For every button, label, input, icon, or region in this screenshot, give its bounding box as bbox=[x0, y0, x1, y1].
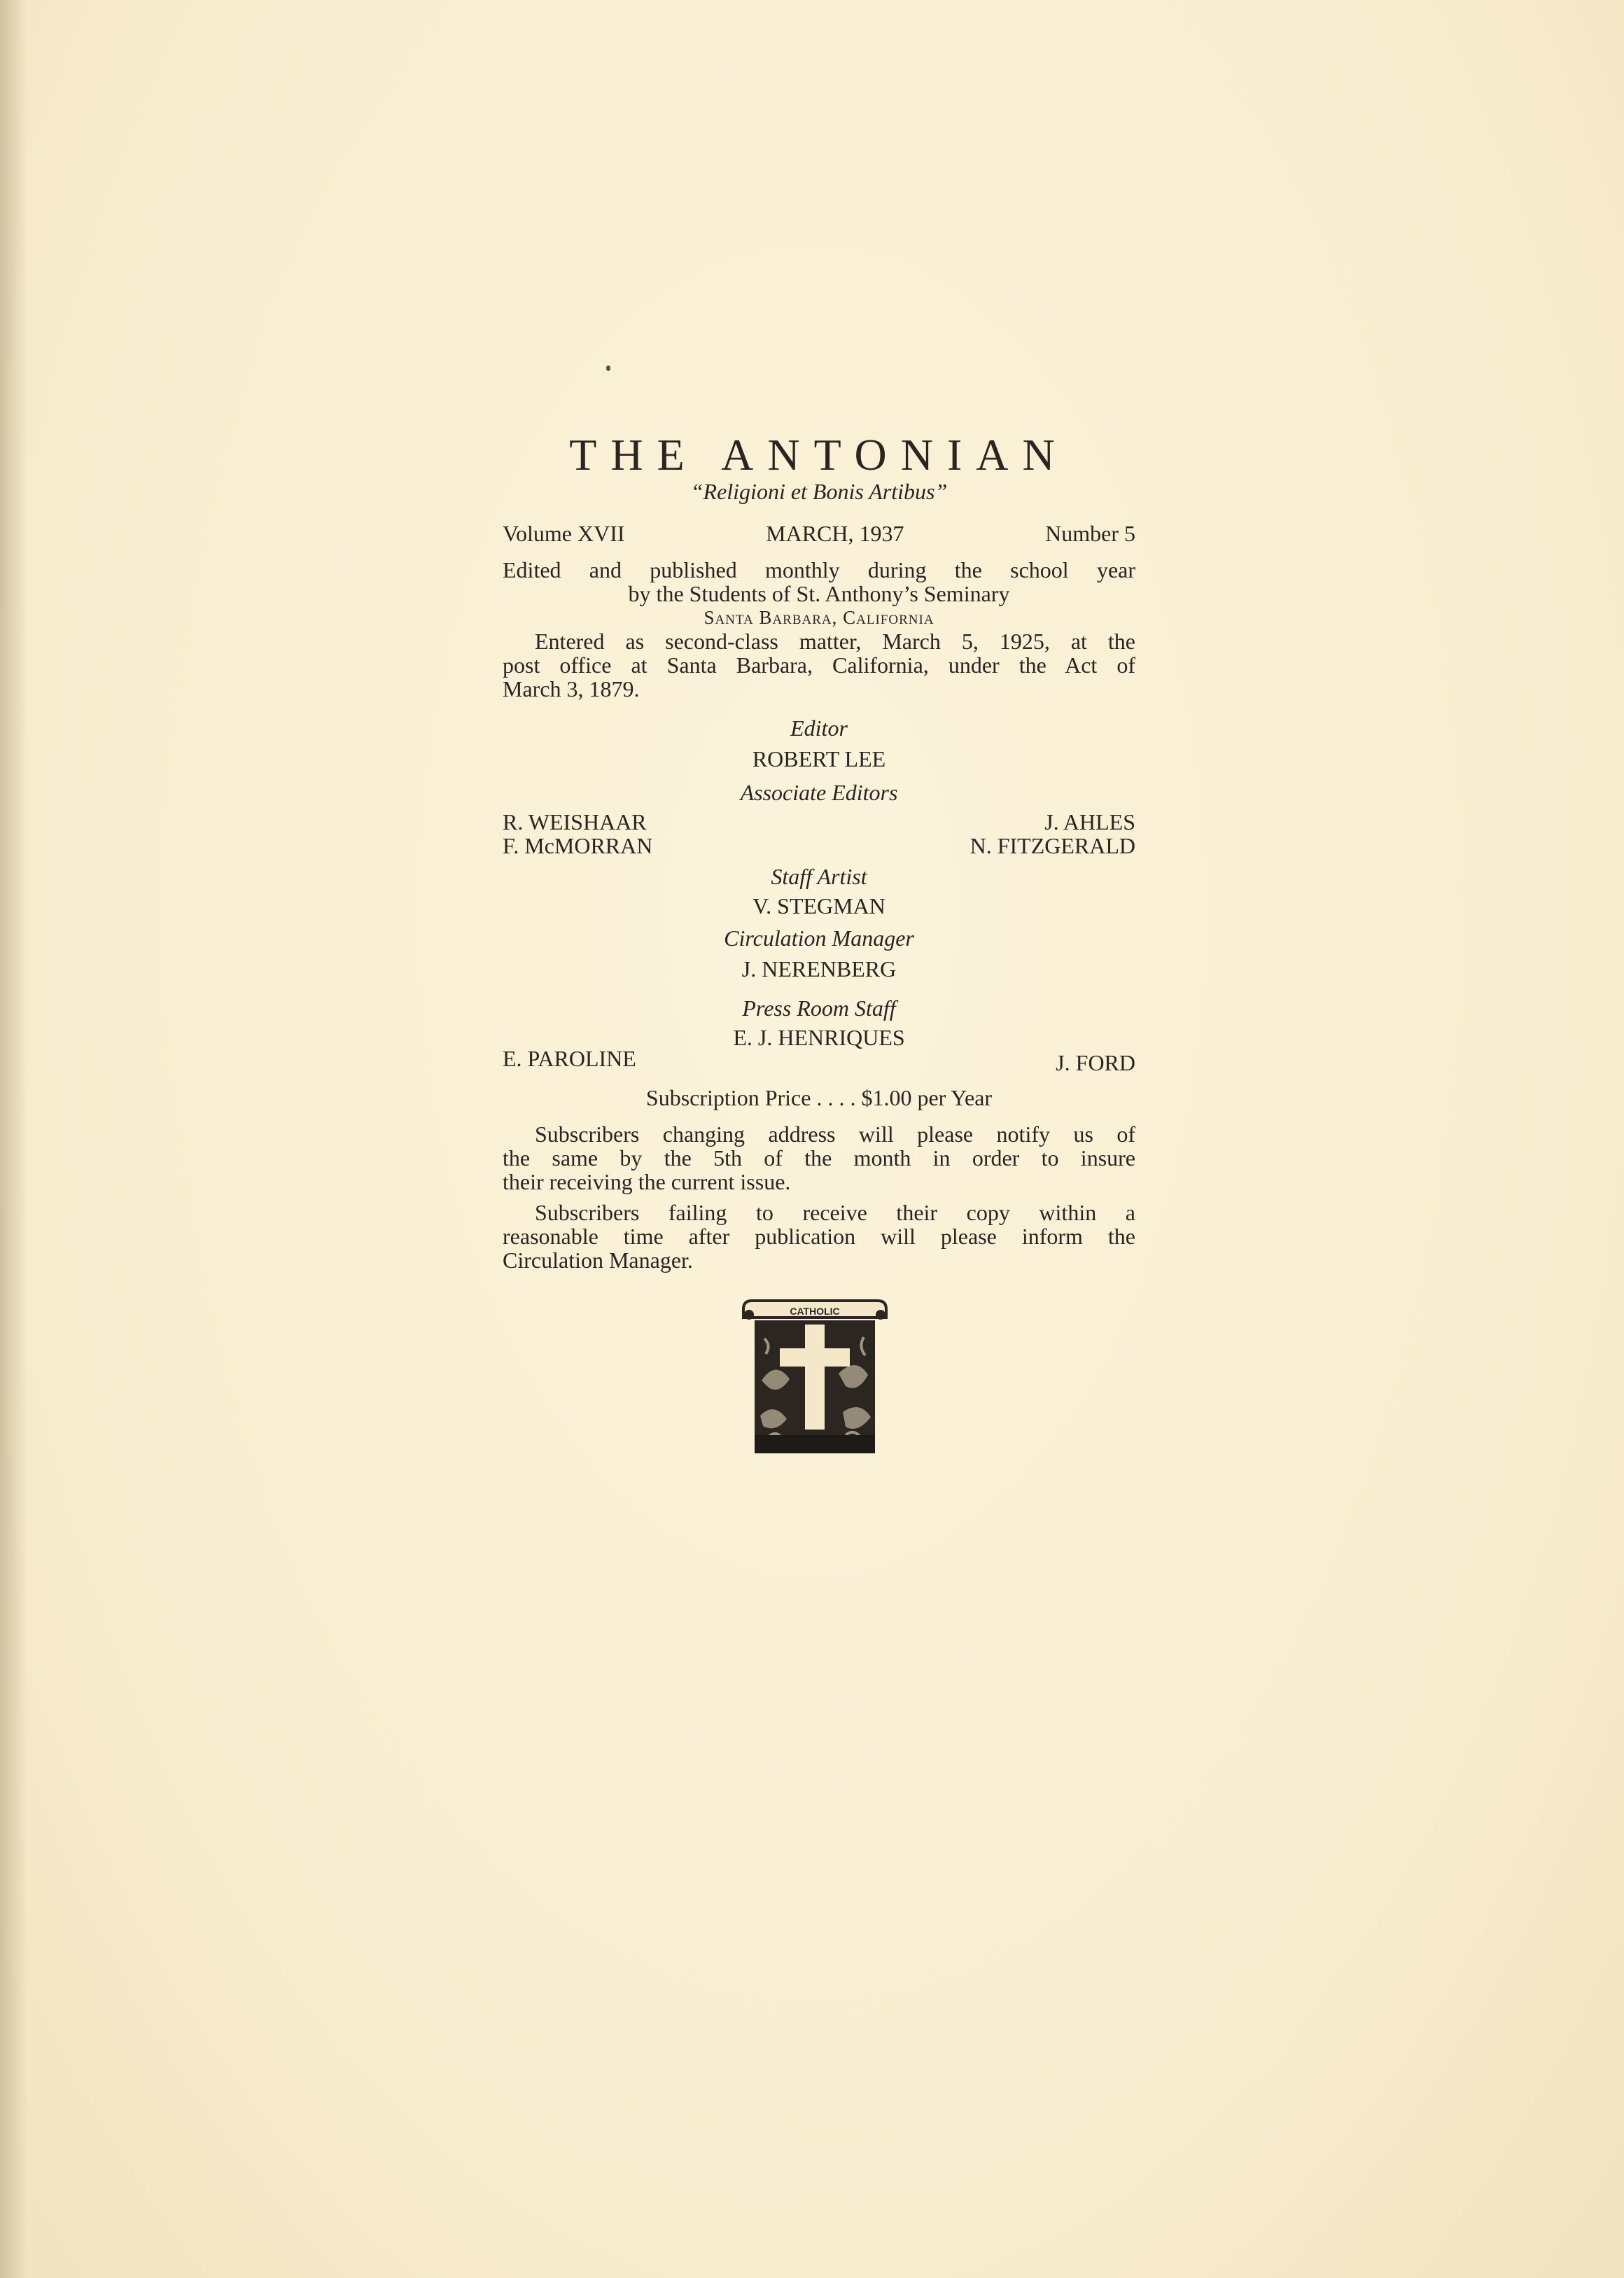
press-name: J. FORD bbox=[1056, 1050, 1135, 1075]
associate-name: N. FITZGERALD bbox=[969, 833, 1135, 858]
notice-address bbox=[503, 1122, 1135, 1194]
associate-name: J. AHLES bbox=[1044, 809, 1135, 834]
press-name: E. J. HENRIQUES bbox=[733, 1025, 905, 1050]
publisher-block bbox=[503, 558, 1135, 629]
entry-block bbox=[503, 629, 1135, 701]
circulation-name: J. NERENBERG bbox=[741, 956, 897, 981]
location: Santa Barbara, California bbox=[704, 607, 934, 628]
emblem-banner-text: CATHOLIC bbox=[790, 1306, 840, 1317]
subscription-price: Subscription Price . . . . $1.00 per Year bbox=[645, 1085, 993, 1110]
issue-line bbox=[503, 522, 1135, 545]
cross-emblem-icon bbox=[741, 1297, 889, 1458]
masthead-title: THE ANTONIAN bbox=[569, 430, 1069, 480]
notice-delivery bbox=[503, 1201, 1135, 1272]
press-label: Press Room Staff bbox=[742, 995, 896, 1021]
editor-name: ROBERT LEE bbox=[752, 746, 886, 771]
page-edge-shadow bbox=[0, 0, 28, 2278]
masthead-column bbox=[503, 431, 1135, 1272]
issue-volume: Volume XVII bbox=[503, 521, 625, 546]
notice-line: their receiving the current issue. bbox=[503, 1169, 791, 1194]
notice-line: Subscribers failing to receive their copy within a bbox=[535, 1200, 1135, 1225]
ink-speck bbox=[606, 365, 610, 371]
associate-name: F. McMORRAN bbox=[503, 833, 653, 858]
entry-line: Entered as second-class matter, March 5, 1925, at the bbox=[535, 629, 1135, 654]
issue-number: Number 5 bbox=[1045, 521, 1135, 546]
associate-label: Associate Editors bbox=[740, 780, 898, 805]
associate-name: R. WEISHAAR bbox=[503, 809, 647, 834]
entry-line: post office at Santa Barbara, California, under the Act of bbox=[503, 652, 1135, 678]
motto: “Religioni et Bonis Artibus” bbox=[690, 479, 948, 504]
press-row bbox=[503, 1047, 1135, 1075]
publisher-line: by the Students of St. Anthony’s Seminary bbox=[628, 581, 1010, 606]
artist-label: Staff Artist bbox=[771, 864, 867, 889]
associate-row bbox=[503, 810, 1135, 834]
publisher-line: Edited and published monthly during the school year bbox=[503, 557, 1135, 582]
artist-name: V. STEGMAN bbox=[752, 893, 886, 918]
associate-row bbox=[503, 834, 1135, 858]
notice-line: the same by the 5th of the month in order to insure bbox=[503, 1145, 1135, 1171]
entry-line: March 3, 1879. bbox=[503, 676, 640, 701]
notice-line: Subscribers changing address will please notify us of bbox=[535, 1121, 1135, 1147]
press-name: E. PAROLINE bbox=[503, 1046, 636, 1071]
issue-date: MARCH, 1937 bbox=[766, 521, 904, 546]
circulation-label: Circulation Manager bbox=[724, 925, 914, 951]
notice-line: reasonable time after publication will please inform the bbox=[503, 1224, 1135, 1249]
notice-line: Circulation Manager. bbox=[503, 1248, 693, 1273]
editor-label: Editor bbox=[790, 715, 848, 741]
